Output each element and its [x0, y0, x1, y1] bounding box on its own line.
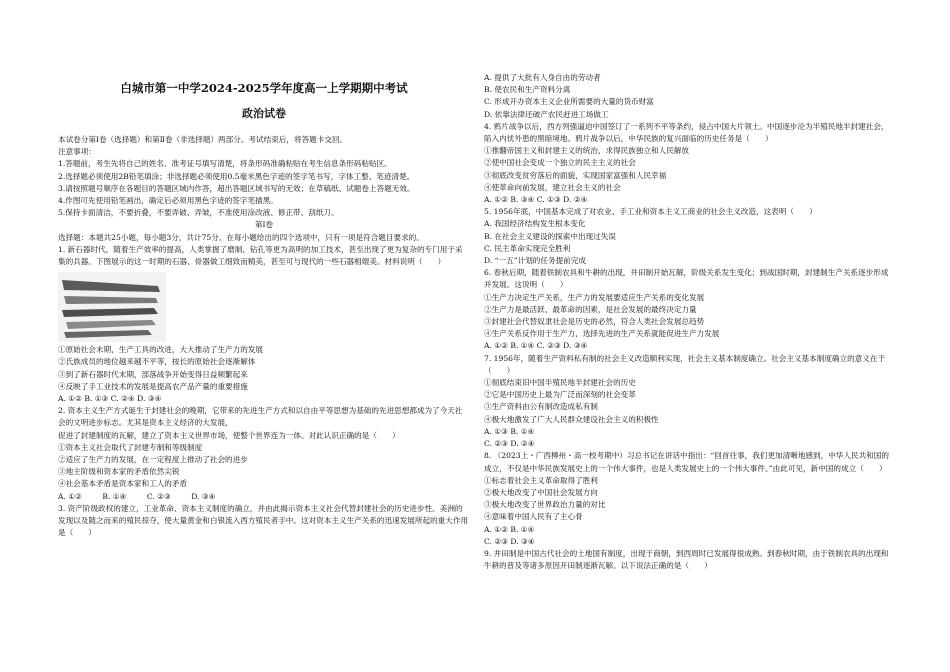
- section-intro: 选择题：本题共25小题，每小题3分，共计75分。在每小题给出的四个选项中，只有一项是符合题目要求的。: [58, 232, 424, 242]
- intro-line: 5.保持卡面清洁，不要折叠，不要弄破、弄皱，不准使用涂改液、修正带、刮纸刀。: [58, 208, 339, 218]
- option-b: B. ①④: [102, 491, 127, 501]
- question-7-stem: 7. 1956年，随着生产资料私有制的社会主义改造顺利实现，社会主义基本制度确立。社会主义基本制度确立的意义在于（ ）: [484, 353, 886, 375]
- question-5-option: C. 民主革命实现完全胜利: [484, 243, 571, 253]
- stone-tools-image: [58, 272, 166, 342]
- question-4-stem: 4. 鸦片战争以后，西方列强逼迫中国签订了一系列不平等条约，侵占中国大片领土。中国逐步沦为半殖民地半封建社会，陷入内忧外患的黑暗境地。鸦片战争以后，中华民族的复兴面临的历史任务是（ ）: [484, 121, 889, 144]
- intro-line: 注意事项：: [58, 147, 96, 157]
- question-2-options: [58, 491, 470, 503]
- option-d: D. ③④: [191, 491, 216, 501]
- question-3-stem: 3. 资产阶级政权的建立，工业革命、资本主义制度的确立，并由此揭示资本主义社会代替封建社会的历史进步性。美洲的发现以及随之而来的殖民掠夺，使大量黄金和白银流入西方殖民者手中。这对资本主义生产关系的迅速发展所起的重大作用是（ ）: [58, 503, 469, 538]
- question-9-stem: 9. 井田制是中国古代社会的土地国有制度，出现于商朝，到西周时已发展得很成熟。到春秋时期，由于铁制农具的出现和牛耕的普及等诸多原因开田制逐渐瓦解。以下说法正确的是（ ）: [484, 548, 889, 571]
- intro-line: 4.作图可先使用铅笔画出，确定后必须用黑色字迹的签字笔描黑。: [58, 196, 278, 206]
- question-3-option: A. 提供了大批有人身自由的劳动者: [484, 73, 601, 82]
- question-8-options: A. ①② B. ①④: [484, 524, 535, 534]
- question-2-stem: 2. 资本主义生产方式诞生于封建社会的晚期，它带来的先进生产方式和以自由平等思想为基础的先进思想都成为了今天社会的文明进步标志。尤其是资本主义经济的大发展，: [58, 406, 463, 428]
- question-4-item: ③彻底改变贫穷落后的面貌，实现国家富强和人民幸福: [484, 170, 667, 180]
- question-1-options: A. ①② B. ①③ C. ②④ D. ③④: [58, 394, 162, 404]
- left-column: [58, 70, 470, 539]
- intro-line: 3.请按照题号顺序在各题目的答题区域内作答，超出答题区域书写的无效；在草稿纸、试题卷上答题无效。: [58, 183, 415, 193]
- question-5-stem: 5. 1956年底，中国基本完成了对农业、手工业和资本主义工商业的社会主义改造，这表明（ ）: [484, 207, 817, 217]
- question-8-item: ①标志着社会主义革命取得了胜利: [484, 475, 598, 485]
- question-2-item: ③地主阶级和资本家的矛盾依然尖锐: [58, 467, 180, 477]
- question-5-option: B. 在社会主义建设的探索中出现过失误: [484, 231, 616, 241]
- question-4-item: ②使中国社会变成一个独立的民主主义的社会: [484, 158, 636, 168]
- question-4-item: ①推翻帝国主义和封建主义的统治，求得民族独立和人民解放: [484, 146, 690, 156]
- question-4-item: ④使革命向前发展，建立社会主义的社会: [484, 182, 621, 192]
- question-6-options: A. ①② B. ①④ C. ②③ D. ③④: [484, 341, 588, 351]
- exam-title: 白城市第一中学2024-2025学年度高一上学期期中考试: [120, 81, 408, 95]
- question-3-option: B. 使农民和生产资料分离: [484, 85, 571, 95]
- option-a: A. ①②: [58, 491, 82, 501]
- question-1-stem: 1. 新石器时代，随着生产效率的提高，人类掌握了磨制、钻孔等更为高明的加工技术，甚至出现了更为复杂的专门用于采集的兵器。下图展示的这一时期的石器、骨器做工细致而精美，甚至可与现代的一些石器相媲美。材料说明（ ）: [58, 244, 463, 267]
- question-1-item: ①原始社会末期，生产工具的改进，大大推动了生产力的发展: [58, 345, 264, 355]
- question-6-item: ②生产力是最活跃、最革命的因素，是社会发展的最终决定力量: [484, 304, 697, 314]
- question-7-item: ②它是中国历史上最为广泛而深刻的社会变革: [484, 390, 636, 400]
- question-8-item: ④意味着中国人民有了主心骨: [484, 512, 583, 522]
- question-3-option: D. 依靠法律还破产农民赶进工场做工: [484, 109, 609, 119]
- question-3-option: C. 形成开办资本主义企业所需要的大量的货币财富: [484, 97, 654, 107]
- question-6-item: ④生产关系反作用于生产力，选择先进的生产关系就能促进生产力发展: [484, 329, 720, 339]
- question-7-item: ③生产资料由公有制改造成私有制: [484, 402, 598, 412]
- question-1-item: ③到了新石器时代末期，部落战争开始变得日益频繁起来: [58, 369, 248, 379]
- question-6-item: ①生产力决定生产关系，生产力的发展要适应生产关系的变化发展: [484, 292, 705, 302]
- question-2-item: ④社会基本矛盾是资本家和工人的矛盾: [58, 479, 188, 489]
- question-8-item: ②极大地改变了中国社会发展方向: [484, 487, 598, 497]
- intro-line: 2.选择题必须使用2B铅笔填涂；非选择题必须使用0.5毫米黑色字迹的签字笔书写，字体工整、笔迹清楚。: [58, 171, 415, 181]
- question-1-item: ②氏族成员的地位越来越不平等，按长的原始社会逐渐解体: [58, 357, 256, 367]
- question-7-item: ①彻底结束旧中国半殖民地半封建社会的历史: [484, 378, 636, 388]
- option-c: C. ②③: [146, 491, 171, 501]
- question-4-options: A. ①② B. ③④ C. ①③ D. ②④: [484, 195, 588, 205]
- question-8-item: ③极大地改变了世界政治力量的对比: [484, 500, 606, 510]
- question-6-item: ③封建社会代替奴隶社会是历史的必然，符合人类社会发展总趋势: [484, 317, 705, 327]
- intro-line: 1.答题前，考生先将自己的姓名、准考证号填写清楚，将条形码准确粘贴在考生信息条形码粘贴区。: [58, 159, 392, 169]
- question-5-option: A. 我国经济结构发生根本变化: [484, 219, 586, 229]
- question-7-item: ④极大地激发了广大人民群众建设社会主义的积极性: [484, 414, 659, 424]
- question-1-item: ④反映了手工业技术的发展是提高农产品产量的重要措施: [58, 381, 248, 391]
- question-5-option: D. “一五”计划的任务提前完成: [484, 256, 586, 266]
- question-6-stem: 6. 春秋后期，随着铁制农具和牛耕的出现，井田制开始瓦解，阶级关系发生变化；到战国时期，封建制生产关系逐步形成并发展。这说明（ ）: [484, 268, 889, 290]
- question-2-item: ②适应了生产力的发展，在一定程度上推动了社会的进步: [58, 455, 248, 465]
- right-column: [484, 72, 896, 572]
- question-7-options: A. ①③ B. ①④: [484, 426, 535, 436]
- intro-line: 本试卷分第Ⅰ卷（选择题）和第Ⅱ卷（非选择题）两部分。考试结束后，将答题卡交回。: [58, 135, 348, 144]
- question-2-item: ①资本主义社会取代了封建专制和等级制度: [58, 442, 203, 452]
- question-8-stem: 8. （2023上・广西柳州・高一校考期中）习总书记在讲话中指出：“回首往事，我们更加清晰地感到，中华人民共和国的成立，不仅是中华民族发展史上的一个伟大事件，也是人类发展史上的一个伟大事件。”由此可见，新中国的成立（ ）: [484, 451, 889, 473]
- question-2-stem-cont: 促进了封建制度的瓦解，建立了资本主义世界市场，使整个世界连为一体。对此认识正确的是（ ）: [58, 430, 400, 440]
- exam-subject: 政治试卷: [242, 107, 286, 120]
- question-7-options: C. ②③ D. ②④: [484, 439, 535, 449]
- section-label: 第Ⅰ卷: [254, 220, 274, 230]
- question-8-options: C. ②③ D. ③④: [484, 536, 535, 546]
